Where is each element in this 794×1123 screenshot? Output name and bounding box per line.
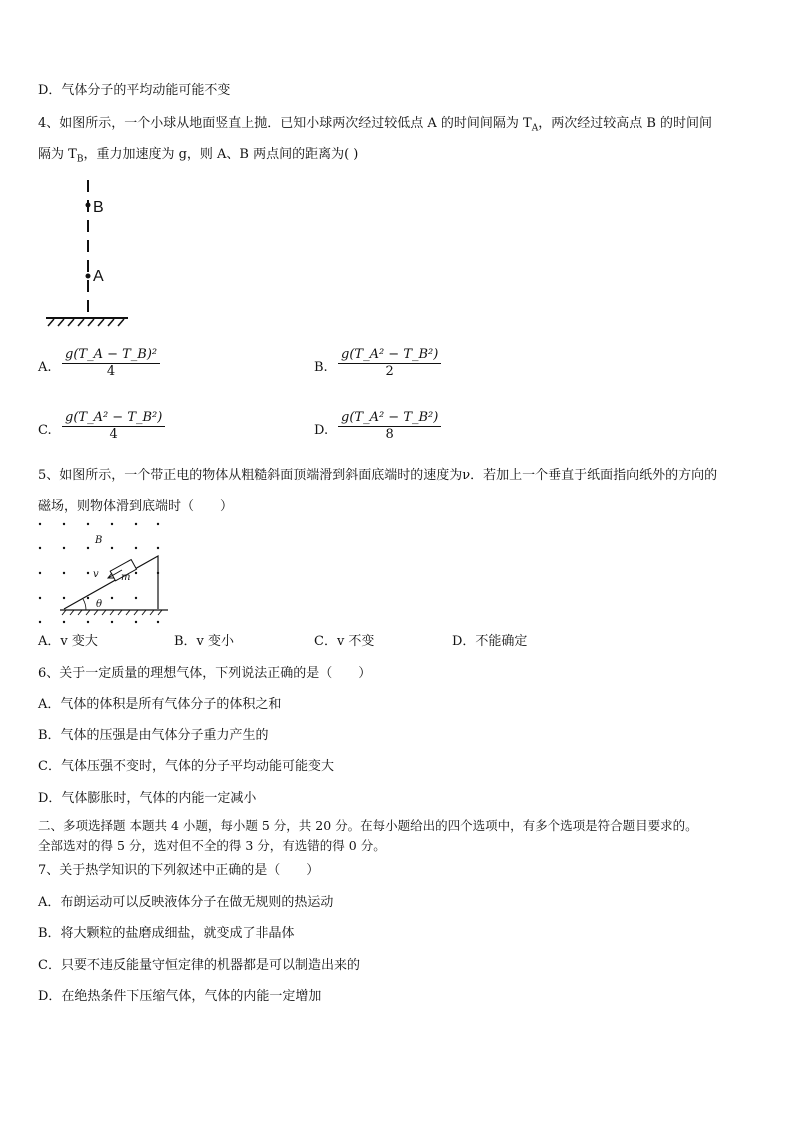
q6-option-c: C．气体压强不变时，气体的分子平均动能可能变大 xyxy=(38,759,334,774)
q4-option-b-label: B. xyxy=(314,360,328,375)
q4-option-c-fraction xyxy=(62,410,165,443)
q4-label-a: A xyxy=(93,268,104,285)
q6-option-b: B．气体的压强是由气体分子重力产生的 xyxy=(38,728,269,743)
q4-ground-hatch xyxy=(48,319,124,326)
q4-option-d-fraction xyxy=(338,410,441,443)
q4-option-d-numerator: g(T_A² − T_B²) xyxy=(338,410,441,427)
q6-option-a: A．气体的体积是所有气体分子的体积之和 xyxy=(38,697,282,712)
q5-label-v: v xyxy=(93,569,99,580)
q4-option-a-numerator: g(T_A − T_B)² xyxy=(62,347,160,364)
q4-option-c-numerator: g(T_A² − T_B²) xyxy=(62,410,165,427)
q4-option-d-denominator: 8 xyxy=(385,427,394,442)
q5-ground-hatch xyxy=(62,610,162,615)
q4-option-c-label: C. xyxy=(38,423,52,438)
q4-option-a-fraction xyxy=(62,347,160,380)
prev-option-d: D．气体分子的平均动能可能不变 xyxy=(38,83,231,98)
section2-heading-line1: 二、多项选择题 本题共 4 小题，每小题 5 分，共 20 分。在每小题给出的四个选项中，有多个选项是符合题目要求的。 xyxy=(38,818,698,833)
q4-figure xyxy=(40,180,140,330)
q4-stem-line2: 隔为 $T_B$，重力加速度为 g，则 A、B 两点间的距离为( ) xyxy=(38,147,359,165)
q5-option-c: C．v 不变 xyxy=(314,634,375,649)
q6-stem: 6、关于一定质量的理想气体，下列说法正确的是（ ） xyxy=(38,666,372,681)
q5-figure xyxy=(36,520,176,630)
q5-option-a: A．v 变大 xyxy=(38,634,98,649)
q5-label-b: B xyxy=(95,535,103,546)
q5-option-b: B．v 变小 xyxy=(174,634,235,649)
q5-stem-line1: 5、如图所示，一个带正电的物体从粗糙斜面顶端滑到斜面底端时的速度为ν．若加上一个垂直于纸面指向纸外的方向的 xyxy=(38,468,718,483)
q5-label-theta: θ xyxy=(96,599,103,610)
q5-angle-arc xyxy=(83,599,86,610)
q4-option-c-denominator: 4 xyxy=(109,427,118,442)
q4-point-b xyxy=(86,203,91,208)
q5-label-m: m xyxy=(121,572,131,583)
q4-option-b-fraction xyxy=(338,347,441,380)
q4-option-a-denominator: 4 xyxy=(106,364,116,379)
q7-option-b: B．将大颗粒的盐磨成细盐，就变成了非晶体 xyxy=(38,926,295,941)
q7-option-a: A．布朗运动可以反映液体分子在做无规则的热运动 xyxy=(38,895,334,910)
q5-incline xyxy=(64,556,158,609)
q5-stem-line2: 磁场，则物体滑到底端时（ ） xyxy=(38,499,234,514)
q4-option-b-numerator: g(T_A² − T_B²) xyxy=(338,347,441,364)
q7-option-c: C．只要不违反能量守恒定律的机器都是可以制造出来的 xyxy=(38,958,360,973)
q4-option-d-label: D. xyxy=(314,423,329,438)
q7-stem: 7、关于热学知识的下列叙述中正确的是（ ） xyxy=(38,863,320,878)
q4-stem-line1: 4、如图所示，一个小球从地面竖直上抛．已知小球两次经过较低点 A 的时间间隔为 $T_A$，两次经过较高点 B 的时间间 xyxy=(38,116,713,134)
q4-point-a xyxy=(86,274,91,279)
q4-option-a-label: A. xyxy=(38,360,52,375)
q7-option-d: D．在绝热条件下压缩气体，气体的内能一定增加 xyxy=(38,989,322,1004)
q5-option-d: D．不能确定 xyxy=(452,634,528,649)
q6-option-d: D．气体膨胀时，气体的内能一定减小 xyxy=(38,791,257,806)
q4-label-b: B xyxy=(93,199,104,216)
q4-option-b-denominator: 2 xyxy=(385,364,394,379)
section2-heading-line2: 全部选对的得 5 分，选对但不全的得 3 分，有选错的得 0 分。 xyxy=(38,838,386,853)
